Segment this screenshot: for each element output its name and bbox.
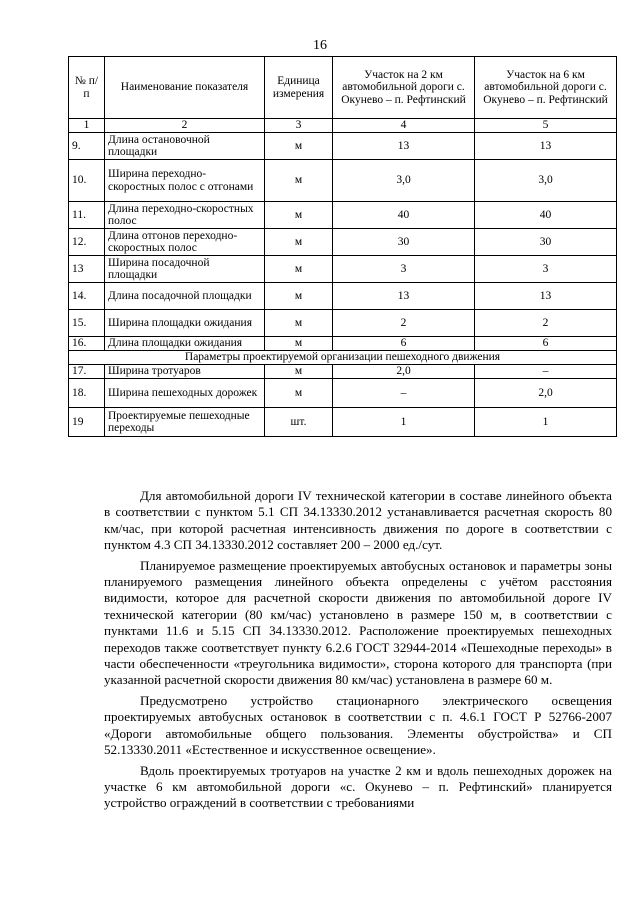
table-row — [69, 365, 617, 379]
row-unit: м — [265, 365, 333, 379]
paragraph: Предусмотрено устройство стационарного электрического освещения проектируемых автобусных остановок в соответствии с п. 4.6.1 ГОСТ Р 52766-2007 «Дороги автомобильные общего пользования. Элементы обустройства» и СП 52.13330.2011 «Естественное и искусственное освещение». — [104, 692, 612, 758]
paragraph: Для автомобильной дороги IV технической категории в составе линейного объекта в соответствии с пунктом 5.1 СП 34.13330.2012 устанавливается расчетная скорость 80 км/час, при которой расчетная интенсивность движения по дороге в соответствии с пунктом 4.3 СП 34.13330.2012 составляет 200 – 2000 ед./сут. — [104, 488, 612, 553]
row-value-6km: 30 — [475, 229, 617, 256]
row-unit: м — [265, 310, 333, 337]
row-value-2km: 40 — [333, 202, 475, 229]
row-value-6km: 1 — [475, 408, 617, 437]
row-value-6km: 2,0 — [475, 379, 617, 408]
parameters-table — [68, 56, 617, 437]
table-row — [69, 133, 617, 160]
table-row — [69, 379, 617, 408]
row-value-6km: – — [475, 365, 617, 379]
page-number: 16 — [313, 38, 327, 53]
row-number: 16. — [69, 337, 105, 351]
row-value-6km: 3 — [475, 256, 617, 283]
row-value-6km: 13 — [475, 283, 617, 310]
row-unit: м — [265, 160, 333, 202]
row-value-2km: 6 — [333, 337, 475, 351]
row-value-2km: 30 — [333, 229, 475, 256]
row-number: 13 — [69, 256, 105, 283]
row-indicator-name: Длина отгонов переходно-скоростных полос — [105, 229, 265, 256]
row-indicator-name: Ширина посадочной площадки — [105, 256, 265, 283]
row-value-2km: 3,0 — [333, 160, 475, 202]
column-index: 3 — [265, 119, 333, 133]
row-indicator-name: Длина переходно-скоростных полос — [105, 202, 265, 229]
row-number: 11. — [69, 202, 105, 229]
row-unit: м — [265, 256, 333, 283]
row-unit: м — [265, 379, 333, 408]
row-value-6km: 6 — [475, 337, 617, 351]
row-unit: м — [265, 229, 333, 256]
row-unit: м — [265, 337, 333, 351]
row-number: 19 — [69, 408, 105, 437]
header-name: Наименование показателя — [105, 57, 265, 119]
row-number: 18. — [69, 379, 105, 408]
header-unit: Единица измерения — [265, 57, 333, 119]
row-unit: м — [265, 283, 333, 310]
column-index: 1 — [69, 119, 105, 133]
row-indicator-name: Ширина пешеходных дорожек — [105, 379, 265, 408]
row-indicator-name: Ширина переходно-скоростных полос с отгонами — [105, 160, 265, 202]
column-index: 5 — [475, 119, 617, 133]
header-segment-2km: Участок на 2 км автомобильной дороги с. Окунево – п. Рефтинский — [333, 57, 475, 119]
table-row — [69, 408, 617, 437]
table-row — [69, 310, 617, 337]
row-unit: м — [265, 202, 333, 229]
row-number: 14. — [69, 283, 105, 310]
body-text — [104, 488, 612, 812]
column-index: 4 — [333, 119, 475, 133]
row-value-2km: 13 — [333, 283, 475, 310]
column-index-row — [69, 119, 617, 133]
row-number: 9. — [69, 133, 105, 160]
row-indicator-name: Проектируемые пешеходные переходы — [105, 408, 265, 437]
row-number: 15. — [69, 310, 105, 337]
row-value-2km: – — [333, 379, 475, 408]
table-row — [69, 283, 617, 310]
paragraph: Планируемое размещение проектируемых автобусных остановок и параметры зоны планируемого размещения линейного объекта определены с учётом расстояния видимости, которое для расчетной скорости движения по автомобильной дороге IV технической категории (80 км/час) установлено в размере 150 м, в соответствии с пунктами 11.6 и 5.15 СП 34.13330.2012. Расположение проектируемых пешеходных переходов также соответствует пункту 6.2.6 ГОСТ 32944-2014 «Пешеходные переходы» в части обеспеченности «треугольника видимости», сторона которого для транспорта (при указанной расчетной скорости движения 80 км/час) установлена в размере 60 м. — [104, 557, 612, 688]
row-value-6km: 2 — [475, 310, 617, 337]
row-value-2km: 13 — [333, 133, 475, 160]
row-value-2km: 3 — [333, 256, 475, 283]
row-number: 10. — [69, 160, 105, 202]
row-indicator-name: Ширина площадки ожидания — [105, 310, 265, 337]
paragraph: Вдоль проектируемых тротуаров на участке 2 км и вдоль пешеходных дорожек на участке 6 км автомобильной дороги «с. Окунево – п. Рефтинский» планируется устройство ограждений в соответствии с требованиями — [104, 762, 612, 811]
row-value-2km: 2,0 — [333, 365, 475, 379]
column-index: 2 — [105, 119, 265, 133]
row-value-6km: 40 — [475, 202, 617, 229]
row-indicator-name: Длина посадочной площадки — [105, 283, 265, 310]
row-value-2km: 1 — [333, 408, 475, 437]
header-segment-6km: Участок на 6 км автомобильной дороги с. Окунево – п. Рефтинский — [475, 57, 617, 119]
table-row — [69, 160, 617, 202]
table-header-row — [69, 57, 617, 119]
table-section-row — [69, 351, 617, 365]
row-unit: м — [265, 133, 333, 160]
row-value-6km: 3,0 — [475, 160, 617, 202]
row-indicator-name: Длина площадки ожидания — [105, 337, 265, 351]
table-row — [69, 256, 617, 283]
row-unit: шт. — [265, 408, 333, 437]
row-number: 17. — [69, 365, 105, 379]
row-indicator-name: Ширина тротуаров — [105, 365, 265, 379]
table-row — [69, 202, 617, 229]
header-num: № п/п — [69, 57, 105, 119]
row-indicator-name: Длина остановочной площадки — [105, 133, 265, 160]
table-row — [69, 229, 617, 256]
table-row — [69, 337, 617, 351]
section-title: Параметры проектируемой организации пешеходного движения — [69, 351, 617, 365]
row-value-6km: 13 — [475, 133, 617, 160]
row-value-2km: 2 — [333, 310, 475, 337]
row-number: 12. — [69, 229, 105, 256]
